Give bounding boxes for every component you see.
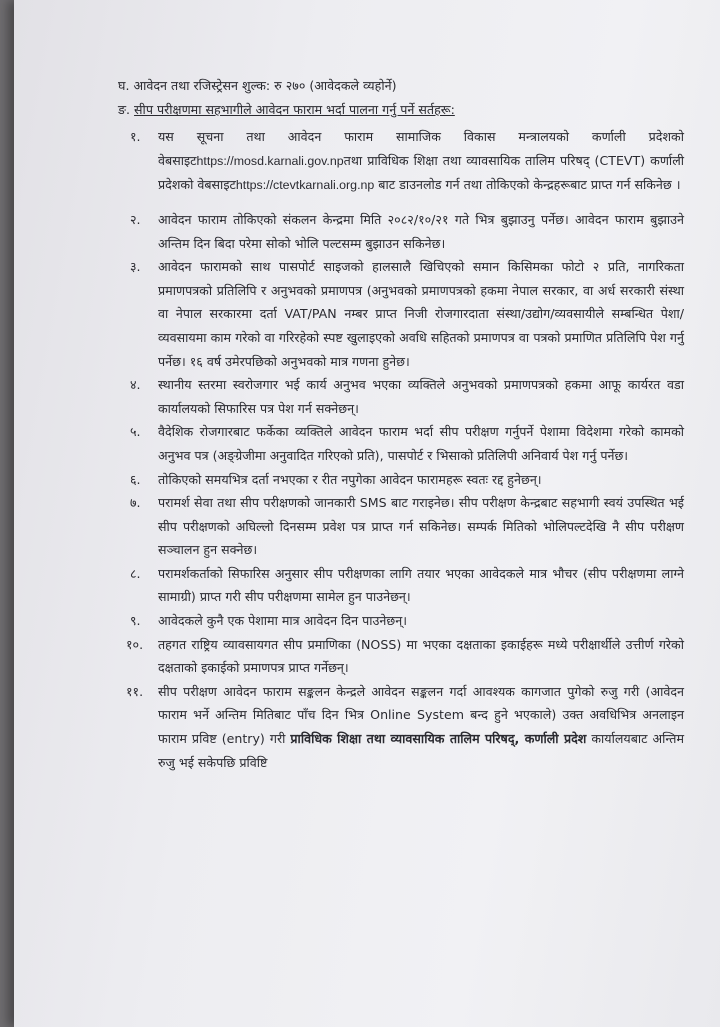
item-text: तहगत राष्ट्रिय व्यावसायगत सीप प्रमाणिका (NOSS) मा भएका दक्षताका इकाईहरू मध्ये परीक्षार्थीले उत्तीर्ण गरेको दक्षताको इकाईको प्रमाणपत्र प्राप्त गर्नेछन्। xyxy=(158,636,684,676)
item-number: ८. xyxy=(130,565,141,581)
item-text: आवेदन फाराम तोकिएको संकलन केन्द्रमा मिति २०८२/१०/२१ गते भित्र बुझाउनु पर्नेछ। आवेदन फाराम बुझाउने अन्तिम दिन बिदा परेमा सोको भोलि पल्टसम्म बुझाउन सकिनेछ। xyxy=(158,211,684,251)
heading-registration-fee xyxy=(118,74,684,98)
item-text-part: कार्यालयबाट अन्तिम रुजु भई सकेपछि प्रविष्टि xyxy=(158,731,684,770)
item-number: ११. xyxy=(126,683,144,699)
condition-item-5 xyxy=(118,420,684,467)
conditions-list xyxy=(118,125,684,774)
item-number: २. xyxy=(130,211,141,227)
item-number: १०. xyxy=(126,636,144,652)
item-number: ४. xyxy=(130,377,141,393)
document-page xyxy=(14,0,720,1027)
condition-item-11 xyxy=(118,680,684,774)
item-text xyxy=(158,125,684,198)
item-number: १. xyxy=(130,129,141,145)
item-text-part: यस सूचना तथा आवेदन फाराम सामाजिक विकास मन्त्रालयको कर्णाली प्रदेशको वेबसाइट xyxy=(158,129,684,168)
heading-conditions xyxy=(118,98,684,122)
item-text: स्थानीय स्तरमा स्वरोजगार भई कार्य अनुभव भएका व्यक्तिले अनुभवको प्रमाणपत्रको हकमा आफू कार्यरत वडा कार्यालयको सिफारिस पत्र पेश गर्न सक्नेछन्। xyxy=(158,377,684,416)
item-text-part: बाट डाउनलोड गर्न तथा तोकिएको केन्द्रहरूबाट प्राप्त गर्न सकिनेछ । xyxy=(374,177,681,193)
item-text-part: तथा प्राविधिक शिक्षा तथा व्यावसायिक तालिम परिषद् (CTEVT) कर्णाली प्रदेशको वेबसाइट xyxy=(158,152,684,193)
heading-label: ङ. xyxy=(118,101,131,117)
item-number: ६. xyxy=(130,471,141,487)
item-text: आवेदन फारामको साथ पासपोर्ट साइजको हालसालै खिचिएको समान किसिमका फोटो २ प्रति, नागरिकता प्रमाणपत्रको प्रतिलिपि र अनुभवको प्रमाणपत्र (अनुभवको प्रमाणपत्रको हकमा नेपाल सरकार, वा अर्ध सरकारी संस्था वा नेपाल सरकारमा दर्ता VAT/PAN नम्बर प्राप्त निजी रोजगारदाता संस्था/उद्योग/व्यवसायीले सम्बन्धित पेशा/व्यवसायमा काम गरेको वा गरिरहेको स्पष्ट खुलाइएको अवधि सहितको प्रमाणपत्र वा पत्रको प्रमाणित प्रतिलिपि पेश गर्नु पर्नेछ। १६ वर्ष उमेरपछिको अनुभवको मात्र गणना हुनेछ। xyxy=(158,259,684,369)
item-text: आवेदकले कुनै एक पेशामा मात्र आवेदन दिन पाउनेछन्। xyxy=(158,613,407,629)
item-text-part: सीप परीक्षण आवेदन फाराम सङ्कलन केन्द्रले आवेदन सङ्कलन गर्दा आवश्यक कागजात पुगेको रुजु गरी (आवेदन फाराम भर्ने अन्तिम मितिबाट पाँच दिन भित्र Online System बन्द हुने भएकाले) उक्त अवधिभित्र अनलाइन फाराम प्रविष्ट (entry) गरी xyxy=(158,683,684,747)
condition-item-6 xyxy=(118,468,684,492)
condition-item-9 xyxy=(118,609,684,633)
condition-item-1 xyxy=(118,125,684,198)
heading-label: घ. xyxy=(118,78,130,93)
condition-item-4 xyxy=(118,373,684,420)
item-number: ७. xyxy=(130,495,141,511)
item-number: ३. xyxy=(130,259,141,275)
website-link-mosd[interactable]: https://mosd.karnali.gov.np xyxy=(196,153,344,168)
item-text: तोकिएको समयभित्र दर्ता नभएका र रीत नपुगेका आवेदन फारामहरू स्वतः रद्द हुनेछन्। xyxy=(158,471,542,487)
condition-item-10 xyxy=(118,633,684,680)
item-text xyxy=(158,680,684,774)
item-text: परामर्श सेवा तथा सीप परीक्षणको जानकारी SMS बाट गराइनेछ। सीप परीक्षण केन्द्रबाट सहभागी स्वयं उपस्थित भई सीप परीक्षणको अघिल्लो दिनसम्म प्रवेश पत्र प्राप्त गर्न सकिनेछ। सम्पर्क मितिको भोलिपल्टदेखि नै सीप परीक्षण सञ्चालन हुन सक्नेछ। xyxy=(158,495,684,558)
item-number: ५. xyxy=(130,424,141,440)
document-body xyxy=(118,74,684,774)
condition-item-7 xyxy=(118,491,684,562)
condition-item-3 xyxy=(118,255,684,373)
condition-item-8 xyxy=(118,562,684,609)
item-text: वैदेशिक रोजगारबाट फर्केका व्यक्तिले आवेदन फाराम भर्दा सीप परीक्षण गर्नुपर्ने पेशामा विदेशमा गरेको कामको अनुभव पत्र (अङ्ग्रेजीमा अनुवादित गरिएको प्रति), पासपोर्ट र भिसाको प्रतिलिपी अनिवार्य पेश गर्नु पर्नेछ। xyxy=(158,424,684,463)
heading-text: आवेदन तथा रजिस्ट्रेसन शुल्क: रु २७० (आवेदकले व्यहोर्ने) xyxy=(133,78,397,93)
condition-item-2 xyxy=(118,208,684,255)
item-number: ९. xyxy=(130,613,141,629)
item-text-bold: प्राविधिक शिक्षा तथा व्यावसायिक तालिम परिषद्, कर्णाली प्रदेश xyxy=(290,731,587,747)
item-text: परामर्शकर्ताको सिफारिस अनुसार सीप परीक्षणका लागि तयार भएका आवेदकले मात्र भौचर (सीप परीक्षणमा लाग्ने सामाग्री) प्राप्त गरी सीप परीक्षणमा सामेल हुन पाउनेछन्। xyxy=(158,565,684,605)
website-link-ctevt[interactable]: https://ctevtkarnali.org.np xyxy=(235,178,375,193)
heading-text: सीप परीक्षणमा सहभागीले आवेदन फाराम भर्दा पालना गर्नु पर्ने सर्तहरू: xyxy=(134,101,455,117)
